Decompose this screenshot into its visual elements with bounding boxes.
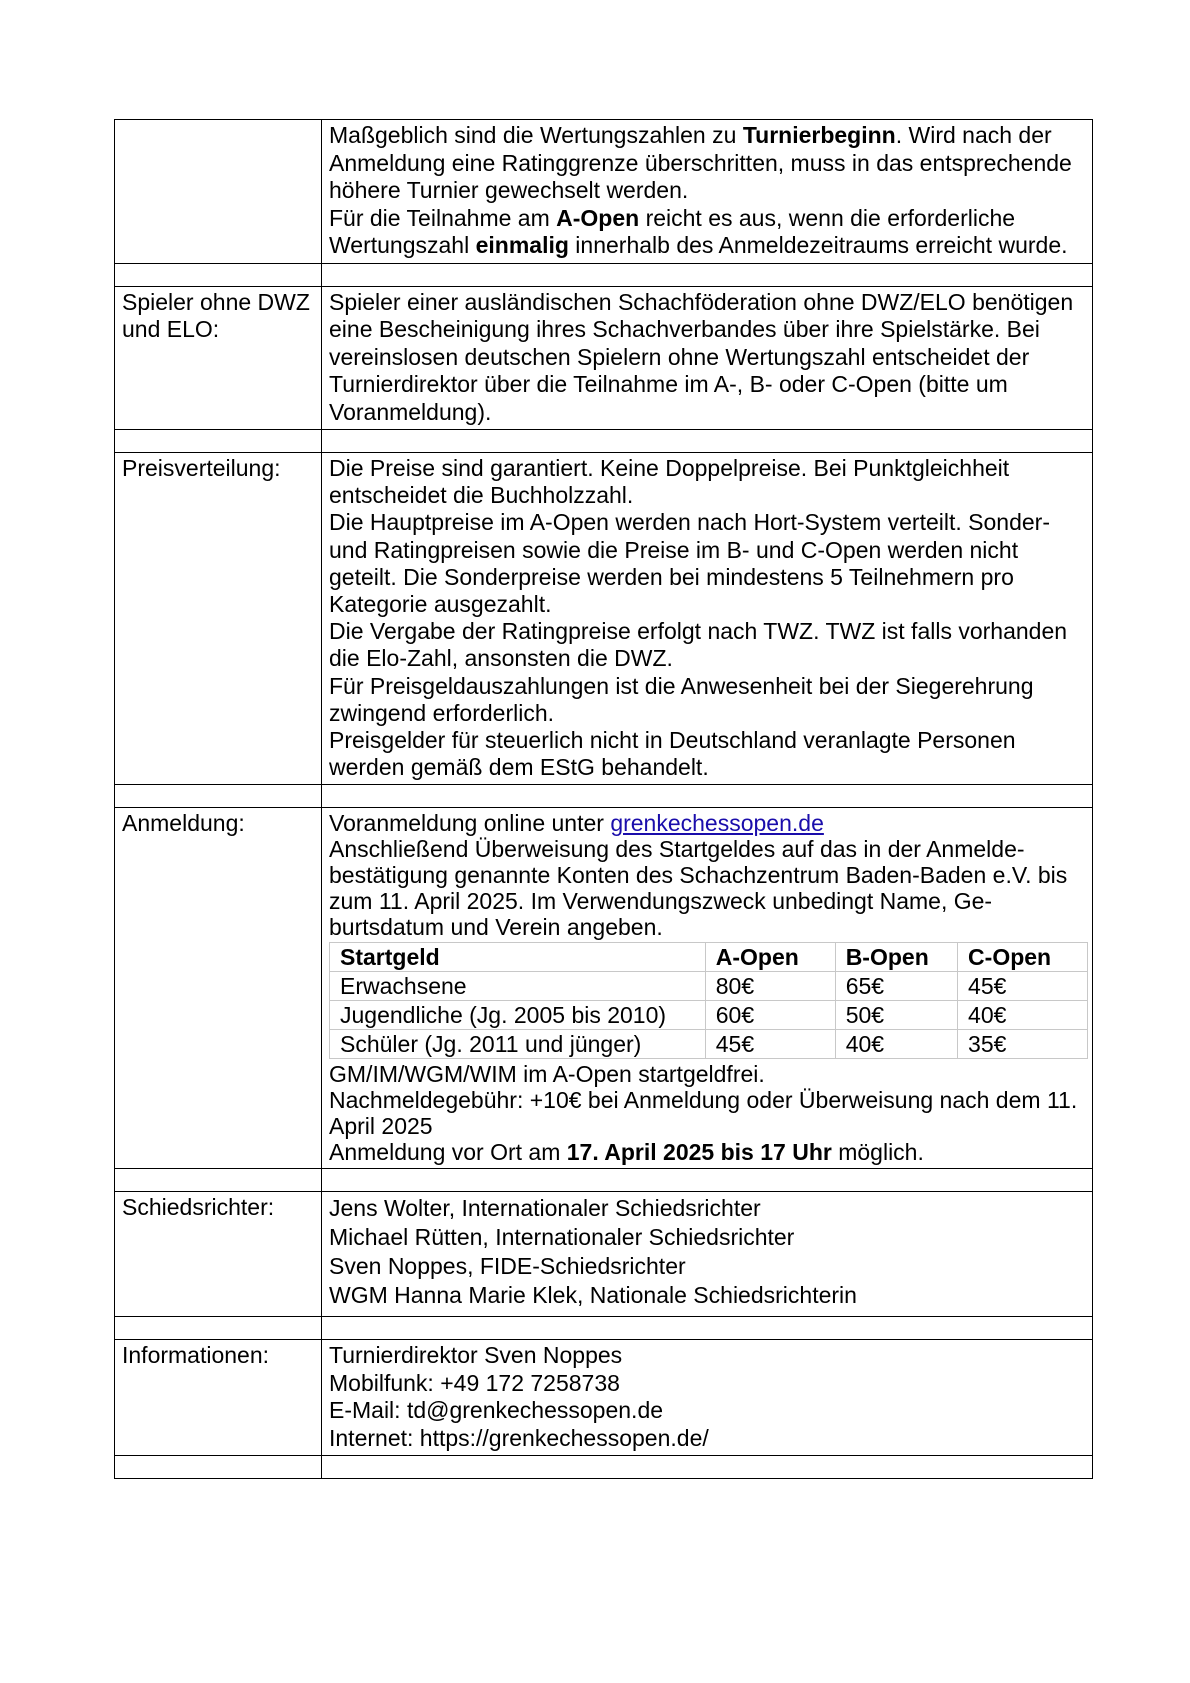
rating-note-label-cell xyxy=(115,120,322,264)
rating-note-paragraph-2 xyxy=(329,205,1085,260)
spacer-cell xyxy=(115,1456,322,1479)
fees-cell: Schüler (Jg. 2011 und jünger) xyxy=(330,1030,706,1059)
fees-cell: Erwachsene xyxy=(330,972,706,1001)
information-line: Internet: https://grenkechessopen.de/ xyxy=(329,1424,709,1451)
text: Anmeldung vor Ort am xyxy=(329,1139,567,1166)
registration-online xyxy=(329,810,1085,836)
prizes-row xyxy=(115,453,1093,785)
information-row xyxy=(115,1340,1093,1456)
prizes-paragraph: Für Preisgeldauszahlungen ist die Anwesenheit bei der Siegerehrung zwingend erforderlich. xyxy=(329,672,1034,726)
fees-header: Startgeld xyxy=(330,943,706,972)
players-without-rating-row xyxy=(115,286,1093,430)
information-line: Mobilfunk: +49 172 7258738 xyxy=(329,1369,620,1396)
fees-cell: 60€ xyxy=(705,1001,835,1030)
registration-transfer: Anschließend Überweisung des Startgeldes auf das in der Anmelde-bestätigung genannte Konten des Schachzentrum Baden-Baden e.V. bis zum 11. April 2025. Im Verwendungszweck unbedingt Name, Ge-burtsdatum und Verein angeben. xyxy=(329,836,1068,941)
titled-free: GM/IM/WGM/WIM im A-Open startgeldfrei. xyxy=(329,1061,765,1088)
fees-row xyxy=(330,1030,1088,1059)
rating-note-cell xyxy=(322,120,1093,264)
spacer-cell xyxy=(322,263,1093,286)
spacer-row xyxy=(115,1456,1093,1479)
fees-header: A-Open xyxy=(705,943,835,972)
fees-header: C-Open xyxy=(958,943,1088,972)
document-page xyxy=(114,119,1093,1479)
prizes-paragraph: Preisgelder für steuerlich nicht in Deutschland veranlagte Personen werden gemäß dem EStG behandelt. xyxy=(329,727,1016,781)
spacer-cell xyxy=(115,1317,322,1340)
spacer-row xyxy=(115,785,1093,808)
spacer-cell xyxy=(115,785,322,808)
prizes-label: Preisverteilung: xyxy=(115,453,322,785)
fees-row xyxy=(330,972,1088,1001)
registration-link[interactable]: grenkechessopen.de xyxy=(610,810,824,837)
prizes-paragraph: Die Preise sind garantiert. Keine Doppelpreise. Bei Punktgleichheit entscheidet die Buchholzzahl. xyxy=(329,455,1010,509)
fees-cell: 40€ xyxy=(835,1030,957,1059)
registration-cell xyxy=(322,808,1093,1169)
bold-text: A-Open xyxy=(556,204,640,231)
arbiter-line: Sven Noppes, FIDE-Schiedsrichter xyxy=(329,1253,686,1280)
spacer-cell xyxy=(115,430,322,453)
fees-cell: 50€ xyxy=(835,1001,957,1030)
prizes-paragraph: Die Hauptpreise im A-Open werden nach Hort-System verteilt. Sonder- und Ratingpreisen sowie die Preise im B- und C-Open werden nicht geteilt. Die Sonderpreise werden bei mindestens 5 Teilnehmern pro Kategorie ausgezahlt. xyxy=(329,509,1050,618)
fees-cell: 40€ xyxy=(958,1001,1088,1030)
text: Maßgeblich sind die Wertungszahlen zu xyxy=(329,122,743,148)
spacer-cell xyxy=(115,263,322,286)
text: Für die Teilnahme am xyxy=(329,204,557,231)
fees-cell: 35€ xyxy=(958,1030,1088,1059)
prizes-cell xyxy=(322,453,1093,785)
spacer-cell xyxy=(322,430,1093,453)
fees-table xyxy=(329,942,1088,1059)
information-line: E-Mail: td@grenkechessopen.de xyxy=(329,1397,664,1424)
text: möglich. xyxy=(831,1139,924,1166)
text: reicht es aus, wenn die erforderliche Wertungszahl xyxy=(329,204,1016,258)
spacer-cell xyxy=(322,1169,1093,1192)
bold-text: Turnierbeginn xyxy=(742,122,896,148)
spacer-row xyxy=(115,1169,1093,1192)
fees-row xyxy=(330,1001,1088,1030)
players-without-rating-text: Spieler einer ausländischen Schachföderation ohne DWZ/ELO benötigen eine Bescheinigung ihres Schachverbandes über ihre Spielstärke. Bei vereinslosen deutschen Spielern ohne Wertungszahl entscheidet der Turnierdirektor über die Teilnahme im A-, B- oder C-Open (bitte um Voranmeldung). xyxy=(322,286,1093,430)
spacer-cell xyxy=(322,1317,1093,1340)
onsite-registration xyxy=(329,1139,1085,1165)
information-cell xyxy=(322,1340,1093,1456)
arbiter-line: WGM Hanna Marie Klek, Nationale Schiedsrichterin xyxy=(329,1282,857,1309)
info-table xyxy=(114,119,1093,1479)
bold-text: einmalig xyxy=(475,232,569,258)
fees-cell: Jugendliche (Jg. 2005 bis 2010) xyxy=(330,1001,706,1030)
spacer-row xyxy=(115,430,1093,453)
spacer-cell xyxy=(115,1169,322,1192)
arbiters-row xyxy=(115,1192,1093,1317)
prizes-paragraph: Die Vergabe der Ratingpreise erfolgt nach TWZ. TWZ ist falls vorhanden die Elo-Zahl, ansonsten die DWZ. xyxy=(329,618,1068,672)
arbiter-line: Jens Wolter, Internationaler Schiedsrichter xyxy=(329,1195,761,1222)
spacer-row xyxy=(115,263,1093,286)
spacer-row xyxy=(115,1317,1093,1340)
fees-cell: 45€ xyxy=(705,1030,835,1059)
fees-header: B-Open xyxy=(835,943,957,972)
arbiters-cell xyxy=(322,1192,1093,1317)
text: Voranmeldung online unter xyxy=(329,810,611,837)
fees-cell: 45€ xyxy=(958,972,1088,1001)
text: . Wird nach der Anmeldung eine Ratinggrenze überschritten, muss in das entsprechende höhere Turnier gewechselt werden. xyxy=(329,122,1072,203)
fees-cell: 80€ xyxy=(705,972,835,1001)
bold-text: 17. April 2025 bis 17 Uhr xyxy=(566,1139,832,1166)
spacer-cell xyxy=(322,785,1093,808)
arbiters-label: Schiedsrichter: xyxy=(115,1192,322,1317)
text: innerhalb des Anmeldezeitraums erreicht wurde. xyxy=(568,232,1068,258)
information-label: Informationen: xyxy=(115,1340,322,1456)
late-fee: Nachmeldegebühr: +10€ bei Anmeldung oder Überweisung nach dem 11. April 2025 xyxy=(329,1087,1078,1140)
arbiter-line: Michael Rütten, Internationaler Schiedsrichter xyxy=(329,1224,795,1251)
fees-cell: 65€ xyxy=(835,972,957,1001)
spacer-cell xyxy=(322,1456,1093,1479)
fees-header-row xyxy=(330,943,1088,972)
information-line: Turnierdirektor Sven Noppes xyxy=(329,1342,623,1369)
players-without-rating-label: Spieler ohne DWZ und ELO: xyxy=(115,286,322,430)
registration-row xyxy=(115,808,1093,1169)
rating-note-row xyxy=(115,120,1093,264)
registration-label: Anmeldung: xyxy=(115,808,322,1169)
rating-note-paragraph-1 xyxy=(329,122,1085,205)
